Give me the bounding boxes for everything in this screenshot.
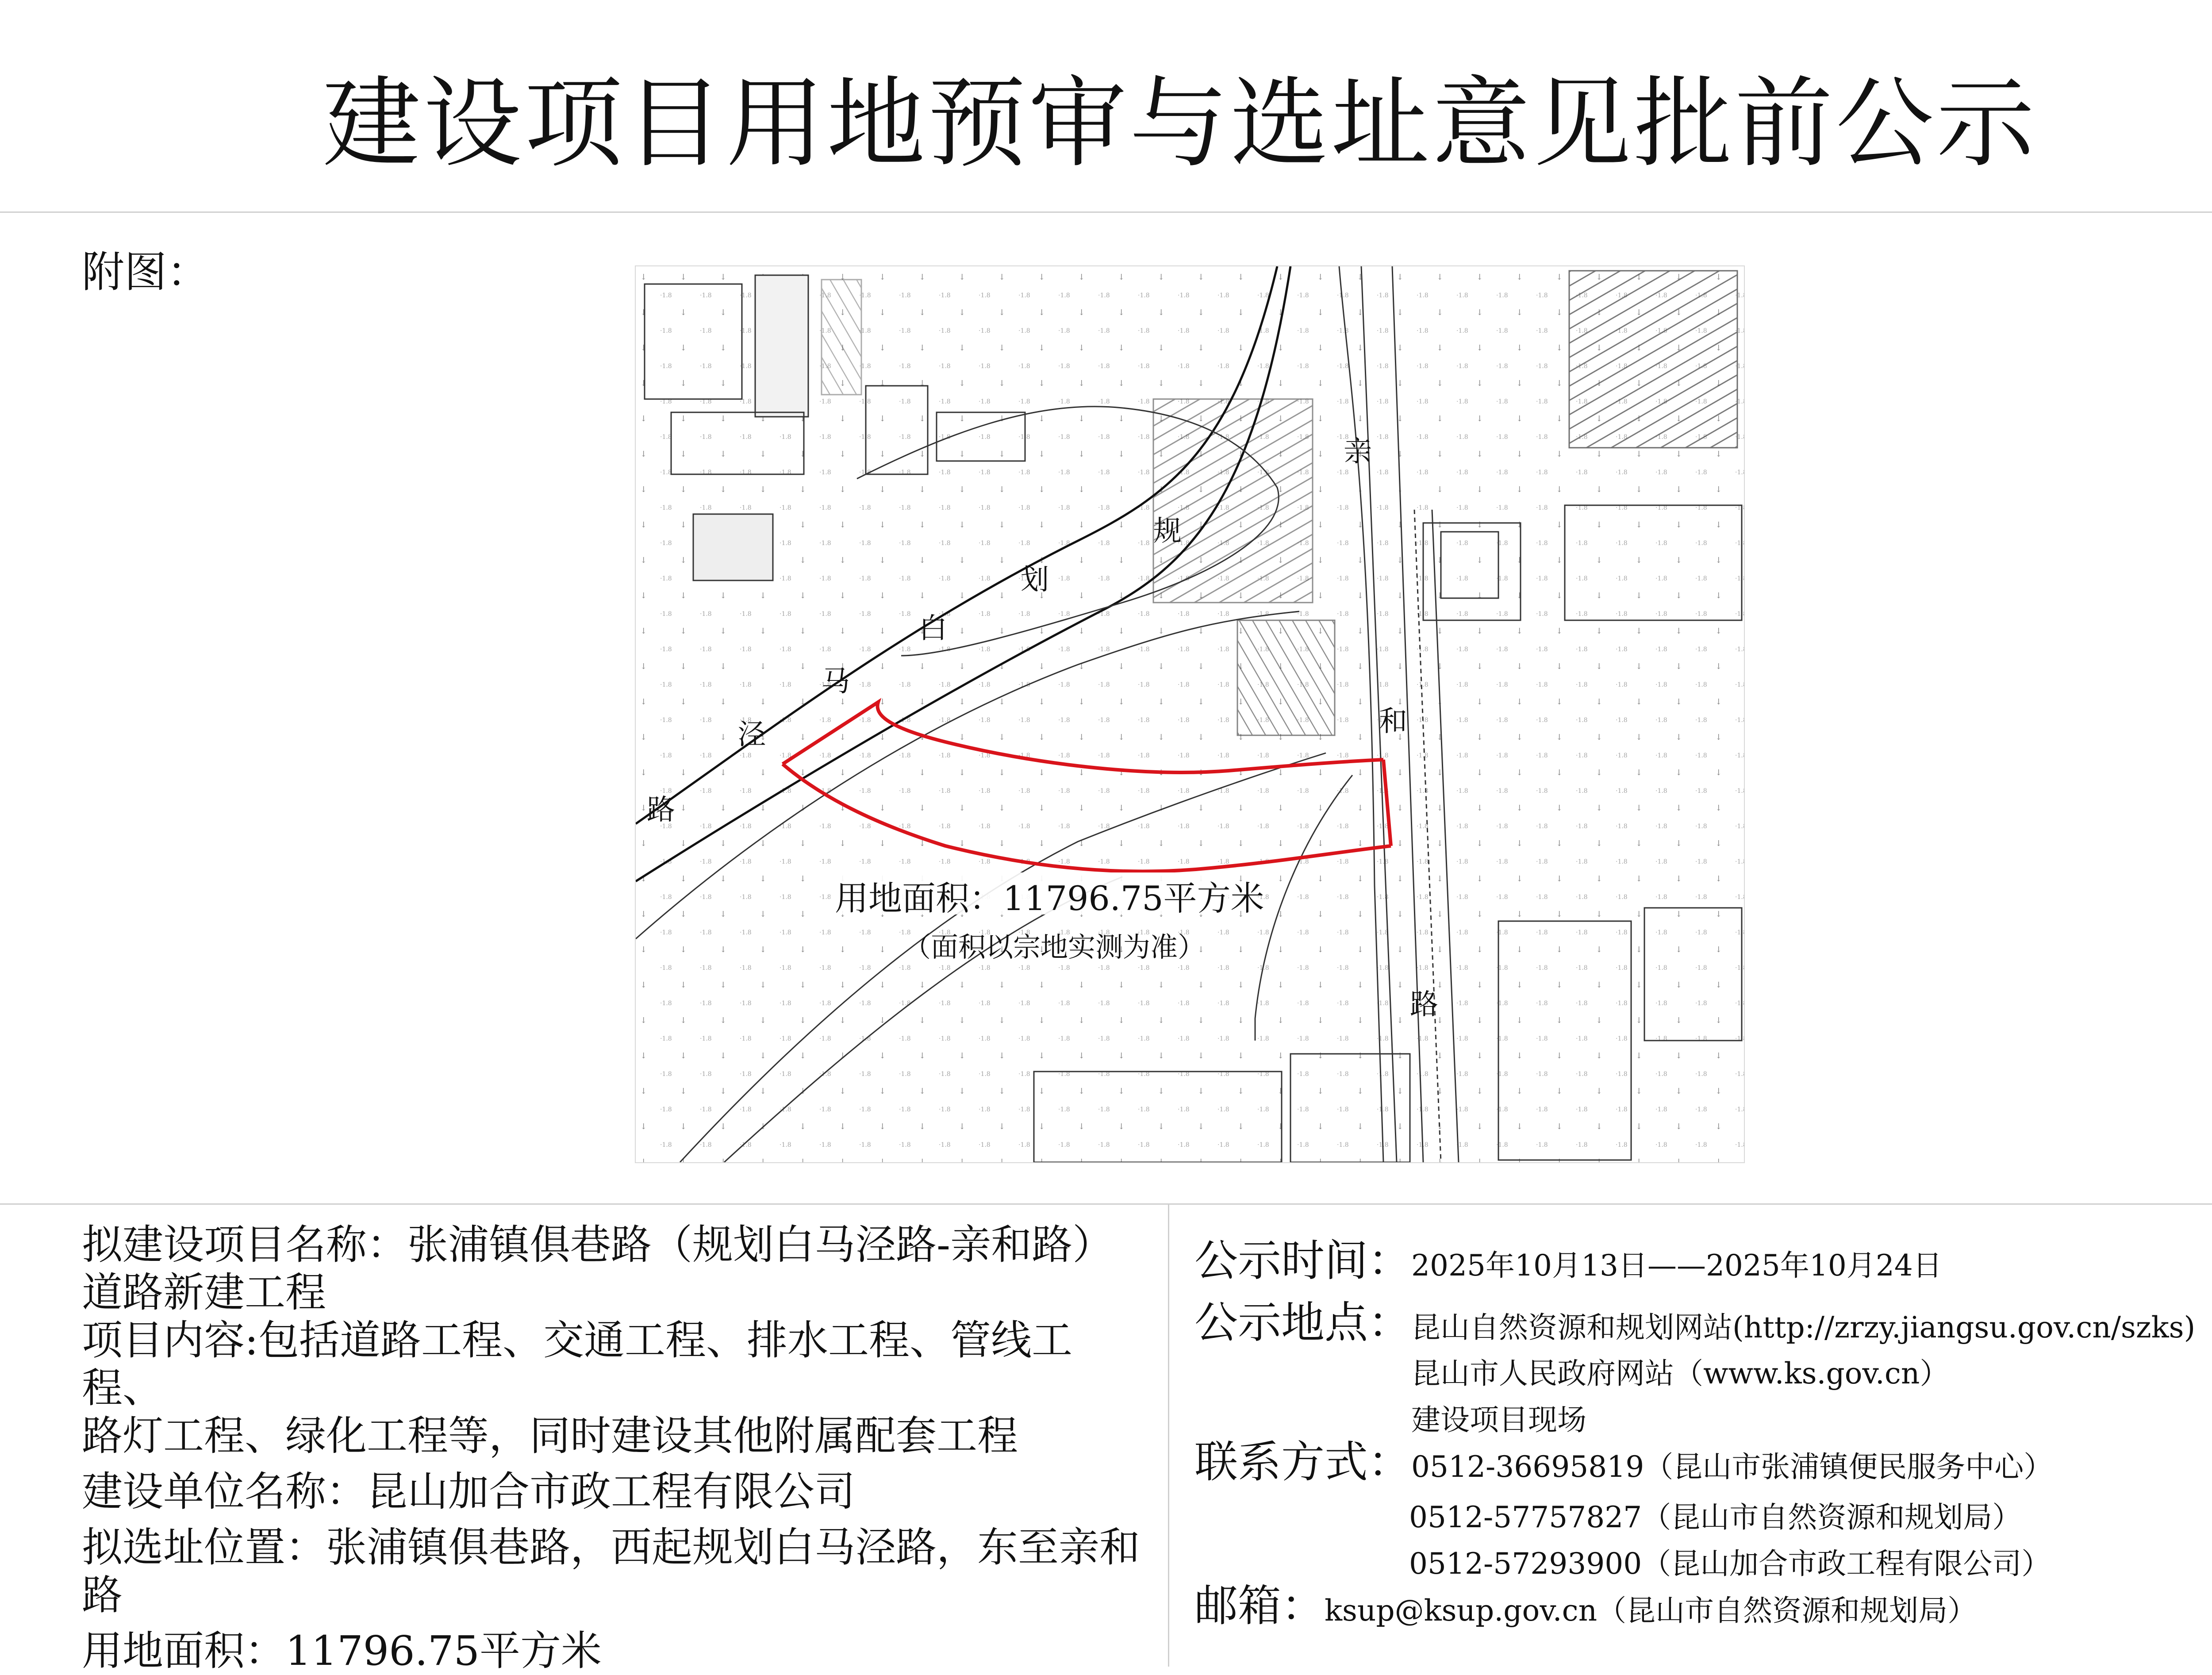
title-divider xyxy=(0,211,2212,213)
construction-unit-row xyxy=(82,1468,1152,1516)
road-label-he: 和 xyxy=(1379,705,1407,738)
project-content-row xyxy=(82,1317,1152,1412)
map-drawing xyxy=(636,266,1744,1162)
contact-1: 0512-36695819（昆山市张浦镇便民服务中心） xyxy=(1411,1450,2053,1484)
info-divider xyxy=(0,1203,2212,1205)
road-label-jing: 泾 xyxy=(737,718,766,751)
contact-2: 0512-57757827（昆山市自然资源和规划局） xyxy=(1409,1500,2022,1534)
location-line1: 张浦镇俱巷路，西起规划白马泾路，东至亲和 xyxy=(326,1524,1141,1571)
location-label: 拟选址位置： xyxy=(82,1524,326,1571)
project-content-label: 项目内容: xyxy=(82,1317,258,1364)
notice-place-3: 建设项目现场 xyxy=(1411,1403,1586,1437)
location-row xyxy=(82,1524,1152,1571)
project-info xyxy=(82,1221,1152,1675)
project-content-line2: 路灯工程、绿化工程等，同时建设其他附属配套工程 xyxy=(82,1412,1018,1460)
road-label-gui: 规 xyxy=(1153,515,1182,548)
area-label: 用地面积： xyxy=(82,1627,286,1675)
project-name-line1: 张浦镇俱巷路（规划白马泾路-亲和路） xyxy=(407,1221,1114,1268)
email-label: 邮箱： xyxy=(1194,1581,1325,1631)
email-value: ksup@ksup.gov.cn（昆山市自然资源和规划局） xyxy=(1325,1594,1977,1628)
project-name-line2: 道路新建工程 xyxy=(82,1269,326,1316)
info-column-divider xyxy=(1168,1203,1169,1667)
notice-place-1: 昆山自然资源和规划网站(http://zrzy.jiangsu.gov.cn/szks) xyxy=(1411,1310,2196,1345)
project-name-label: 拟建设项目名称： xyxy=(82,1221,408,1268)
map-area-note: （面积以宗地实测为准） xyxy=(903,931,1206,963)
area-value: 11796.75平方米 xyxy=(285,1627,602,1675)
construction-unit-value: 昆山加合市政工程有限公司 xyxy=(367,1468,856,1515)
notice-time-label: 公示时间： xyxy=(1194,1236,1412,1286)
road-label-qin: 亲 xyxy=(1344,435,1372,468)
area-row xyxy=(82,1627,1152,1675)
attachment-label: 附图： xyxy=(82,247,209,297)
road-label-lu2: 路 xyxy=(1410,988,1438,1021)
contact-3: 0512-57293900（昆山加合市政工程有限公司） xyxy=(1409,1547,2051,1581)
location-line2: 路 xyxy=(82,1571,123,1619)
construction-unit-label: 建设单位名称： xyxy=(82,1468,367,1515)
road-label-lu: 路 xyxy=(647,794,675,826)
notice-time-row xyxy=(1194,1237,1942,1290)
email-row xyxy=(1194,1582,1977,1635)
project-content-line1: 包括道路工程、交通工程、排水工程、管线工程、 xyxy=(82,1317,1073,1412)
page-title: 建设项目用地预审与选址意见批前公示 xyxy=(323,67,2037,181)
map-area-text: 用地面积：11796.75平方米 xyxy=(835,879,1264,918)
contact-row xyxy=(1194,1438,2053,1491)
road-label-bai: 白 xyxy=(919,612,947,645)
notice-time-value: 2025年10月13日——2025年10月24日 xyxy=(1411,1249,1942,1283)
project-name-row xyxy=(82,1221,1152,1269)
road-label-ma: 马 xyxy=(822,665,850,698)
contact-label: 联系方式： xyxy=(1194,1437,1412,1487)
notice-place-row xyxy=(1194,1299,2195,1352)
notice-place-2: 昆山市人民政府网站（www.ks.gov.cn） xyxy=(1411,1356,1949,1391)
notice-place-label: 公示地点： xyxy=(1194,1298,1412,1348)
site-map xyxy=(635,265,1745,1163)
road-label-hua: 划 xyxy=(1021,564,1049,596)
